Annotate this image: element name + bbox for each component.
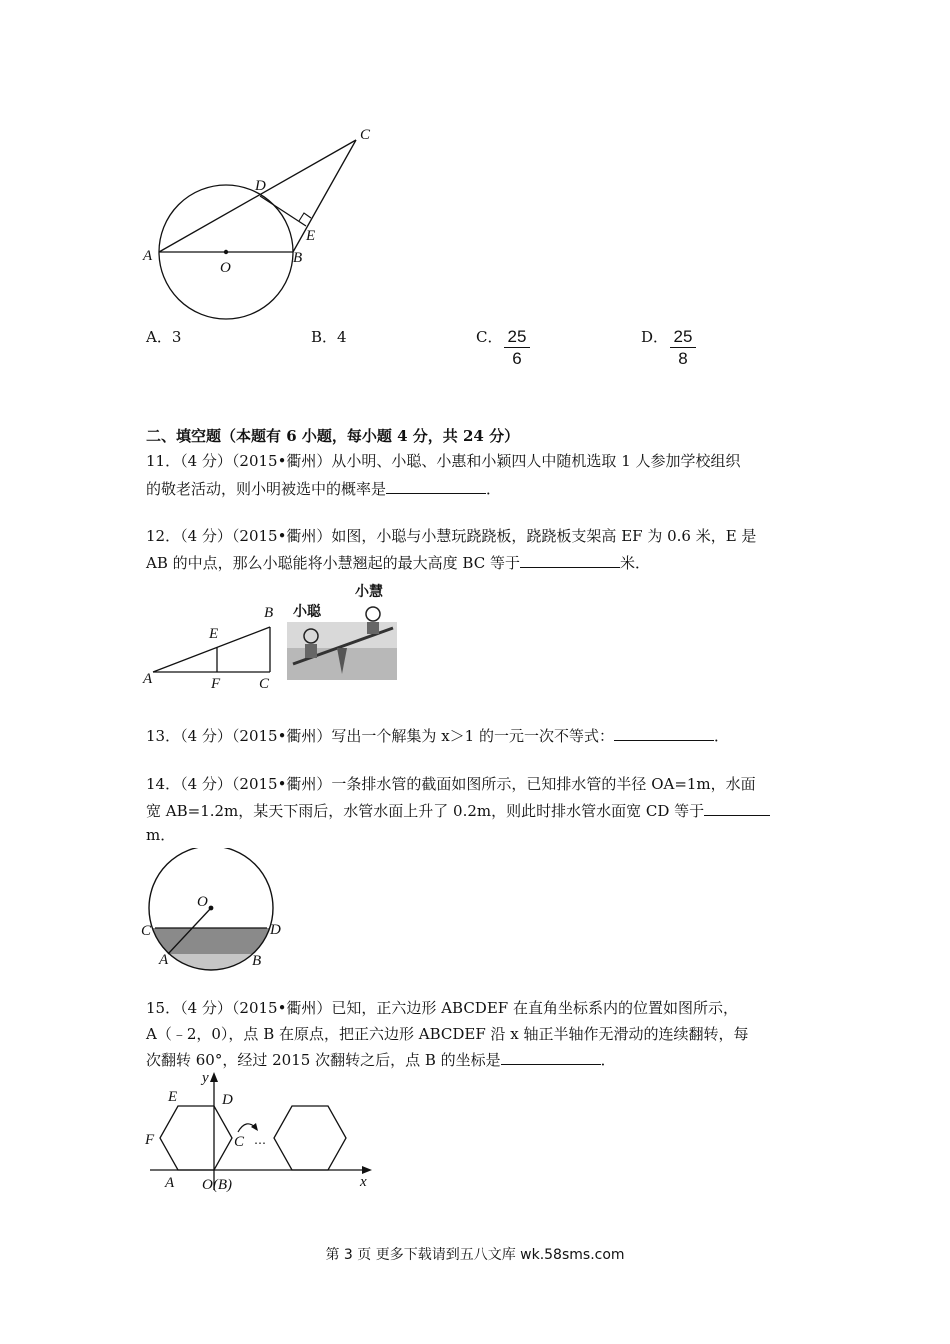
picture-label-right: 小慧 xyxy=(355,584,383,600)
seesaw-label-B: B xyxy=(264,605,274,621)
option-b-value: 4 xyxy=(337,328,347,346)
hex-label-A: A xyxy=(165,1175,175,1191)
q14-line2 xyxy=(146,799,770,822)
seesaw-picture xyxy=(285,578,400,686)
q15-line1: 15．（4 分）（2015•衢州）已知，正六边形 ABCDEF 在直角坐标系内的位置如图所示， xyxy=(146,999,738,1017)
q15-line3-text: 次翻转 60°，经过 2015 次翻转之后，点 B 的坐标是 xyxy=(146,1051,501,1069)
hex-label-OB: O(B) xyxy=(202,1177,232,1193)
q15-answer-blank xyxy=(501,1048,601,1065)
hex-label-x: x xyxy=(360,1174,367,1190)
hex-label-D: D xyxy=(222,1092,233,1108)
label-D: D xyxy=(255,178,266,194)
q11-line2 xyxy=(146,477,501,500)
pipe-label-B: B xyxy=(252,953,262,969)
q12-line1: 12．（4 分）（2015•衢州）如图，小聪与小慧玩跷跷板，跷跷板支架高 EF 为 0.6 米，E 是 xyxy=(146,527,757,545)
figure-circle-tangent xyxy=(130,120,390,320)
seesaw-label-C: C xyxy=(259,676,270,692)
q14-answer-blank xyxy=(704,799,770,816)
pipe-label-A: A xyxy=(159,952,169,968)
hex-label-dots: … xyxy=(254,1133,266,1147)
q13-answer-blank xyxy=(614,724,714,741)
section-title: 二、填空题（本题有 6 小题，每小题 4 分，共 24 分） xyxy=(146,427,520,445)
q14-line2-text: 宽 AB=1.2m，某天下雨后，水管水面上升了 0.2m，则此时排水管水面宽 CD 等于 xyxy=(146,802,705,820)
q11-line2-text: 的敬老活动，则小明被选中的概率是 xyxy=(146,480,387,498)
label-E: E xyxy=(306,228,316,244)
label-A: A xyxy=(143,248,153,264)
q14-line3: m． xyxy=(146,826,176,844)
figure-hexagon-axes xyxy=(140,1066,380,1196)
option-d-denominator: 8 xyxy=(678,349,688,368)
label-O: O xyxy=(220,260,231,276)
seesaw-label-F: F xyxy=(211,676,221,692)
q11-answer-blank xyxy=(386,477,486,494)
hex-label-F: F xyxy=(145,1132,155,1148)
option-c-numerator: 25 xyxy=(504,327,530,348)
q15-line3-end: ． xyxy=(600,1051,616,1069)
pipe-label-C: C xyxy=(141,923,152,939)
option-d-numerator: 25 xyxy=(670,327,696,348)
option-d-letter: D． xyxy=(641,328,669,346)
option-b-letter: B． xyxy=(311,328,338,346)
q11-line2-end: ． xyxy=(486,480,502,498)
q15-line2: A（﹣2，0），点 B 在原点，把正六边形 ABCDEF 沿 x 轴正半轴作无滑动的连续翻转，每 xyxy=(146,1025,749,1043)
figure-seesaw-triangle xyxy=(140,600,300,692)
q12-line2-end: 米． xyxy=(619,554,650,572)
q12-answer-blank xyxy=(520,551,620,568)
option-c-fraction xyxy=(504,327,530,370)
q12-line2 xyxy=(146,551,650,574)
option-c-denominator: 6 xyxy=(512,349,522,368)
option-d-fraction xyxy=(670,327,696,370)
figure-pipe-section xyxy=(135,848,295,976)
page-footer: 第 3 页 更多下载请到五八文库 wk.58sms.com xyxy=(325,1247,625,1263)
q13-line1-end: ． xyxy=(713,727,729,745)
pipe-label-O: O xyxy=(197,894,208,910)
hex-label-C: C xyxy=(234,1134,245,1150)
label-B: B xyxy=(293,250,303,266)
option-a xyxy=(146,326,181,348)
option-a-letter: A． xyxy=(146,328,172,346)
option-c-letter: C． xyxy=(476,328,503,346)
seesaw-label-A: A xyxy=(143,671,153,687)
q14-line1: 14．（4 分）（2015•衢州）一条排水管的截面如图所示，已知排水管的半径 OA=1m，水面 xyxy=(146,775,756,793)
option-a-value: 3 xyxy=(171,328,182,346)
hex-label-E: E xyxy=(168,1089,178,1105)
option-b xyxy=(311,326,347,348)
q12-line2-text: AB 的中点，那么小聪能将小慧翘起的最大高度 BC 等于 xyxy=(146,554,520,572)
hex-label-y: y xyxy=(202,1070,209,1086)
picture-label-left: 小聪 xyxy=(293,604,321,620)
label-C: C xyxy=(360,127,371,143)
seesaw-label-E: E xyxy=(209,626,219,642)
pipe-label-D: D xyxy=(270,922,281,938)
q13-line1 xyxy=(146,724,729,747)
q11-line1: 11．（4 分）（2015•衢州）从小明、小聪、小惠和小颖四人中随机选取 1 人参加学校组织 xyxy=(146,452,741,470)
q13-line1-text: 13．（4 分）（2015•衢州）写出一个解集为 x＞1 的一元一次不等式： xyxy=(146,727,614,745)
